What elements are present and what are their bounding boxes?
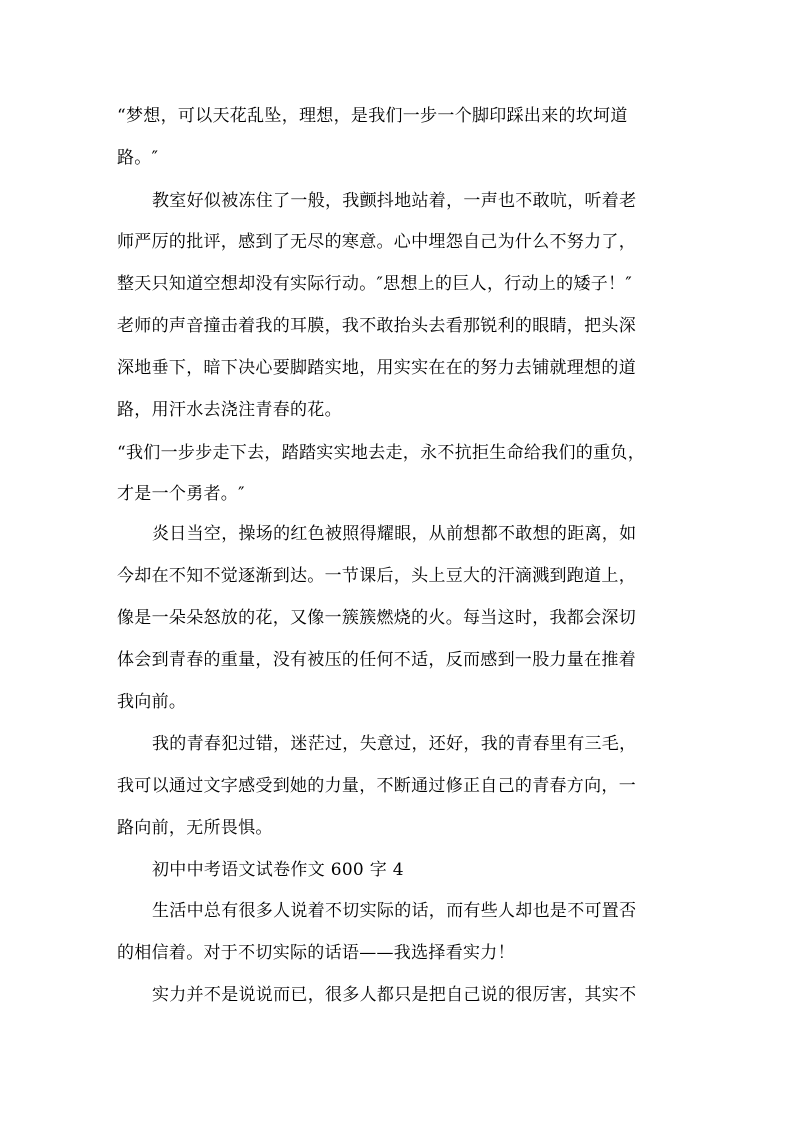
text-line: 路向前，无所畏惧。 <box>117 818 273 838</box>
text-line: 才是一个勇者。″ <box>117 484 245 504</box>
text-line: 的相信着。对于不切实际的话语——我选择看实力！ <box>117 943 515 963</box>
text-line: “我们一步步走下去，踏踏实实地去走，永不抗拒生命给我们的重负， <box>117 443 645 463</box>
text-line: 路。″ <box>117 148 159 168</box>
text-line: 生活中总有很多人说着不切实际的话，而有些人却也是不可置否 <box>152 901 637 921</box>
text-line: 我向前。 <box>117 692 187 712</box>
text-line: 路，用汗水去浇注青春的花。 <box>117 400 342 420</box>
text-line: 我可以通过文字感受到她的力量，不断通过修正自己的青春方向，一 <box>117 776 636 796</box>
text-line: 像是一朵朵怒放的花，又像一簇簇燃烧的火。每当这时，我都会深切 <box>117 608 636 628</box>
text-line: 炎日当空，操场的红色被照得耀眼，从前想都不敢想的距离，如 <box>152 524 637 544</box>
text-line: 老师的声音撞击着我的耳膜，我不敢抬头去看那锐利的眼睛，把头深 <box>117 316 636 336</box>
text-line: 今却在不知不觉逐渐到达。一节课后，头上豆大的汗滴溅到跑道上， <box>117 566 636 586</box>
text-line: 整天只知道空想却没有实际行动。″思想上的巨人，行动上的矮子！″ <box>117 274 632 294</box>
text-line: 我的青春犯过错，迷茫过，失意过，还好，我的青春里有三毛， <box>152 734 637 754</box>
text-line: 体会到青春的重量，没有被压的任何不适，反而感到一股力量在推着 <box>117 650 636 670</box>
text-line: 师严厉的批评，感到了无尽的寒意。心中埋怨自己为什么不努力了， <box>117 232 636 252</box>
text-line: 深地垂下，暗下决心要脚踏实地，用实实在在的努力去铺就理想的道 <box>117 358 636 378</box>
text-line: 实力并不是说说而已，很多人都只是把自己说的很厉害，其实不 <box>152 985 637 1005</box>
section-heading: 初中中考语文试卷作文 600 字 4 <box>152 860 404 880</box>
text-line: “梦想，可以天花乱坠，理想，是我们一步一个脚印踩出来的坎坷道 <box>117 106 628 126</box>
text-line: 教室好似被冻住了一般，我颤抖地站着，一声也不敢吭，听着老 <box>152 191 637 211</box>
